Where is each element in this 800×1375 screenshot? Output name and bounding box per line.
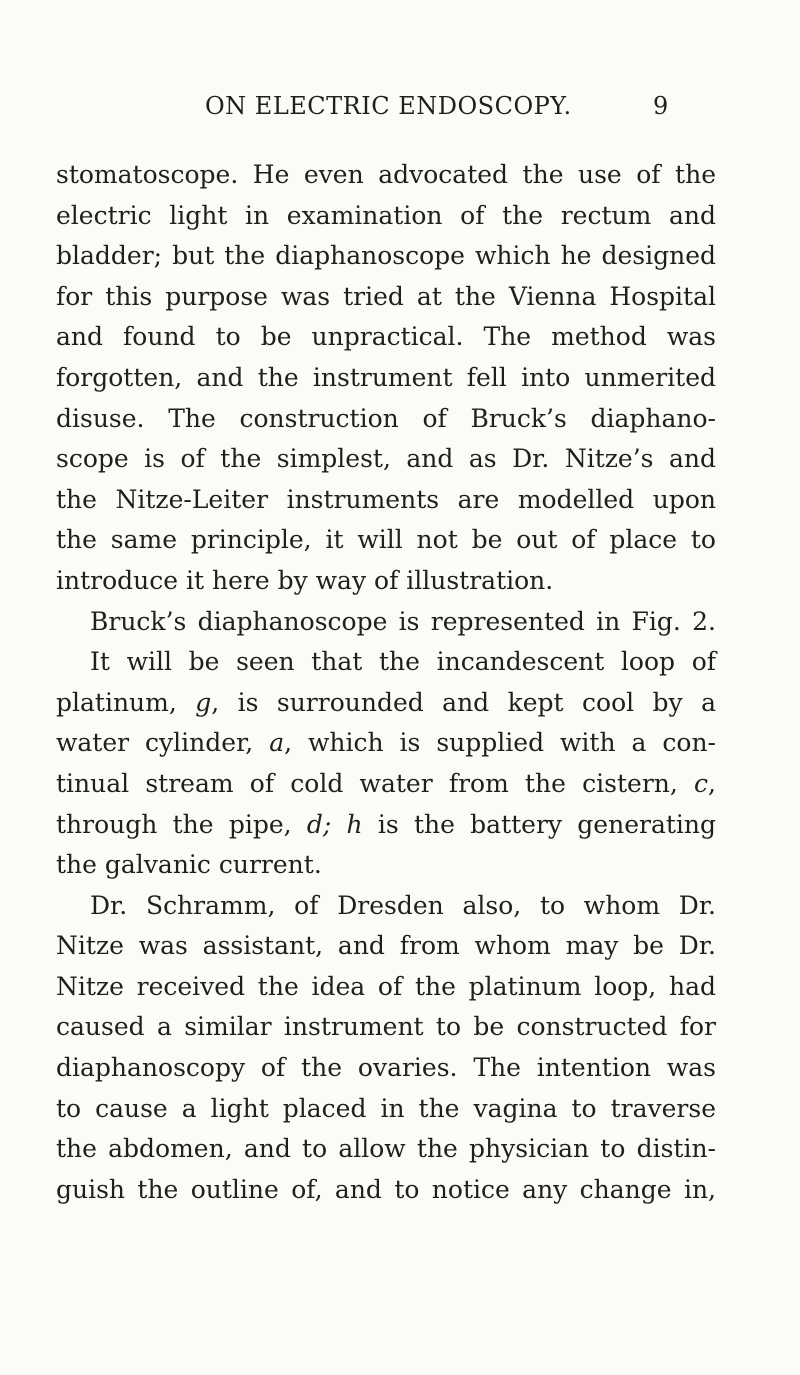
text-line	[56, 1170, 716, 1211]
text-line	[56, 805, 716, 846]
text-line	[56, 317, 716, 358]
text-line	[56, 683, 716, 724]
italic-figure-label: g	[195, 687, 212, 717]
text-segment: It will be seen that the incandescent loop of	[90, 647, 716, 677]
text-line	[56, 886, 716, 927]
page-header	[0, 92, 800, 132]
text-line	[56, 1129, 716, 1170]
text-line	[56, 723, 716, 764]
text-segment: the Nitze-Leiter instruments are modelled upon	[56, 484, 716, 514]
text-line	[56, 155, 716, 196]
text-line	[56, 1089, 716, 1130]
text-segment: tinual stream of cold water from the cistern,	[56, 768, 695, 798]
text-segment: the abdomen, and to allow the physician to distin-	[56, 1134, 716, 1164]
text-line	[56, 520, 716, 561]
text-line	[56, 399, 716, 440]
text-segment: disuse. The construction of Bruck’s diaphano-	[56, 403, 716, 433]
text-segment: to cause a light placed in the vagina to traverse	[56, 1093, 716, 1123]
text-segment: guish the outline of, and to notice any change in,	[56, 1174, 716, 1204]
text-segment: diaphanoscopy of the ovaries. The intention was	[56, 1053, 716, 1083]
italic-figure-label: d; h	[306, 809, 363, 839]
text-segment: water cylinder,	[56, 728, 270, 758]
text-segment: , which is supplied with a con-	[284, 728, 717, 758]
italic-figure-label: a	[269, 728, 285, 758]
text-line	[56, 277, 716, 318]
text-segment: the same principle, it will not be out of place to	[56, 525, 716, 555]
text-segment: stomatoscope. He even advocated the use of the	[56, 160, 716, 189]
text-line	[56, 764, 716, 805]
text-segment: Nitze received the idea of the platinum loop, had	[56, 971, 716, 1001]
text-segment: scope is of the simplest, and as Dr. Nitze’s and	[56, 444, 716, 474]
text-segment: Nitze was assistant, and from whom may be Dr.	[56, 931, 716, 961]
text-segment: ,	[708, 768, 716, 798]
text-line	[56, 1048, 716, 1089]
text-segment: forgotten, and the instrument fell into unmerited	[56, 362, 716, 392]
text-segment: is the battery generating	[362, 809, 716, 839]
text-segment: for this purpose was tried at the Vienna Hospital	[56, 281, 716, 311]
text-segment: Dr. Schramm, of Dresden also, to whom Dr.	[90, 890, 716, 920]
text-line	[56, 845, 716, 886]
text-segment: bladder; but the diaphanoscope which he designed	[56, 241, 716, 271]
text-line	[56, 439, 716, 480]
text-line	[56, 1007, 716, 1048]
text-segment: platinum,	[56, 687, 196, 717]
text-line	[56, 967, 716, 1008]
text-segment: , is surrounded and kept cool by a	[211, 687, 717, 717]
text-line	[56, 602, 716, 643]
page-number: 9	[653, 92, 669, 120]
running-head: ON ELECTRIC ENDOSCOPY.	[205, 92, 572, 120]
text-line	[56, 480, 716, 521]
text-line	[56, 642, 716, 683]
text-segment: through the pipe,	[56, 809, 307, 839]
text-line	[56, 561, 716, 602]
text-segment: and found to be unpractical. The method was	[56, 322, 716, 352]
text-segment: caused a similar instrument to be constructed for	[56, 1012, 716, 1042]
text-segment: introduce it here by way of illustration.	[56, 565, 554, 595]
text-line	[56, 236, 716, 277]
text-segment: electric light in examination of the rectum and	[56, 200, 716, 230]
italic-figure-label: c	[694, 768, 709, 798]
text-segment: the galvanic current.	[56, 850, 322, 880]
text-segment: Bruck’s diaphanoscope is represented in Fig. 2.	[90, 606, 716, 636]
body-text	[56, 155, 716, 1210]
text-line	[56, 358, 716, 399]
text-line	[56, 926, 716, 967]
text-line	[56, 196, 716, 237]
